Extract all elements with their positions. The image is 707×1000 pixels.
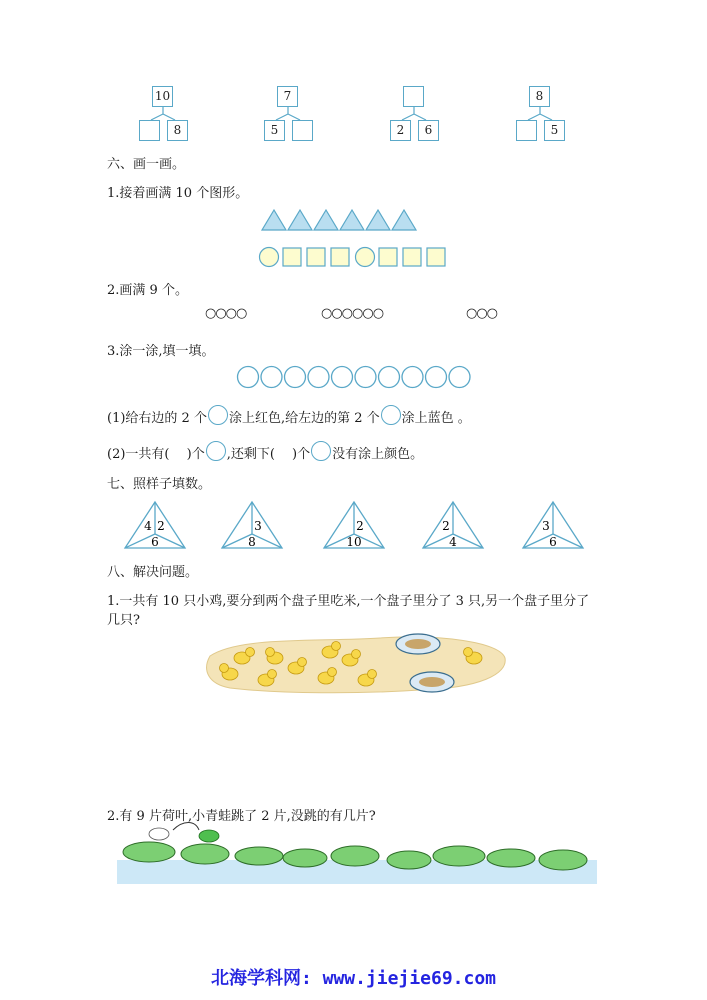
circle-group-1: ○○○○ — [205, 306, 247, 321]
circle-shape — [308, 367, 329, 388]
bond-top-box — [403, 86, 424, 107]
lotus-leaf-icon — [387, 851, 431, 869]
circle-shape — [355, 367, 376, 388]
circle-group-3: ○○○ — [466, 306, 498, 321]
frog-icon — [149, 823, 219, 843]
circle-shape — [379, 367, 400, 388]
number-bond-4 — [514, 86, 574, 146]
triangle-left-number: 4 — [144, 519, 152, 533]
triangle-right-number: 3 — [254, 519, 262, 533]
lotus-leaf-icon — [235, 847, 283, 865]
number-bond-2 — [262, 86, 322, 146]
number-triangle-2 — [220, 500, 284, 550]
triangle-shape — [288, 210, 312, 230]
triangle-bottom-number: 4 — [449, 535, 457, 549]
circle-icon — [311, 441, 331, 461]
triangle-bottom-number: 10 — [346, 535, 362, 549]
section7-title: 七、照样子填数。 — [107, 477, 212, 492]
triangle-bottom-number: 8 — [248, 535, 256, 549]
square-shape — [403, 248, 421, 266]
square-shape — [379, 248, 397, 266]
lotus-pond-illustration — [117, 822, 597, 884]
circle-shape — [261, 367, 282, 388]
triangle-shape — [366, 210, 390, 230]
circle-shape — [426, 367, 447, 388]
circle-shape — [260, 248, 279, 267]
lotus-leaf-icon — [283, 849, 327, 867]
triangle-left-number: 2 — [442, 519, 450, 533]
number-triangle-3 — [322, 500, 386, 550]
question-6-3-1 — [107, 405, 471, 426]
q3-line1-part-c: 涂上蓝色 。 — [401, 411, 471, 426]
section6-title: 六、画一画。 — [107, 157, 186, 172]
bond-left-box — [139, 120, 160, 141]
number-bond-1 — [137, 86, 197, 146]
circle-row — [233, 365, 473, 389]
square-shape — [427, 248, 445, 266]
footer-watermark: 北海学科网: www.jiejie69.com — [210, 968, 497, 989]
lotus-leaf-icon — [487, 849, 535, 867]
triangle-shape — [340, 210, 364, 230]
triangle-shape — [262, 210, 286, 230]
question-8-1-line1: 1.一共有 10 只小鸡,要分到两个盘子里吃米,一个盘子里分了 3 只,另一个盘子里分了 — [107, 594, 590, 609]
triangle-right-number: 2 — [356, 519, 364, 533]
triangle-left-number: 3 — [542, 519, 550, 533]
bond-right-box — [292, 120, 313, 141]
q3-line2-part-c: 没有涂上颜色。 — [332, 447, 424, 462]
bond-right-box: 5 — [544, 120, 565, 141]
number-triangle-4 — [421, 500, 485, 550]
circle-icon — [206, 441, 226, 461]
number-triangle-1 — [123, 500, 187, 550]
lotus-leaf-icon — [331, 846, 379, 866]
shape-pattern — [250, 208, 460, 268]
q3-line1-part-b: 涂上红色,给左边的第 2 个 — [228, 411, 380, 426]
triangle-shape — [392, 210, 416, 230]
circle-shape — [356, 248, 375, 267]
question-8-2: 2.有 9 片荷叶,小青蛙跳了 2 片,没跳的有几片? — [107, 809, 376, 824]
question-6-2: 2.画满 9 个。 — [107, 283, 188, 298]
lotus-leaf-icon — [539, 850, 587, 870]
bond-left-box: 5 — [264, 120, 285, 141]
lotus-leaf-icon — [433, 846, 485, 866]
circle-group-2: ○○○○○○ — [321, 306, 384, 321]
bond-right-box: 8 — [167, 120, 188, 141]
bond-left-box: 2 — [390, 120, 411, 141]
circle-icon — [381, 405, 401, 425]
circle-shape — [402, 367, 423, 388]
q3-line1-part-a: (1)给右边的 2 个 — [107, 411, 207, 426]
question-6-3-2 — [107, 441, 423, 462]
bond-top-box: 8 — [529, 86, 550, 107]
bond-right-box: 6 — [418, 120, 439, 141]
question-6-3: 3.涂一涂,填一填。 — [107, 344, 215, 359]
triangle-bottom-number: 6 — [151, 535, 159, 549]
circle-shape — [238, 367, 259, 388]
triangle-shape — [314, 210, 338, 230]
lotus-leaf-icon — [181, 844, 229, 864]
triangle-bottom-number: 6 — [549, 535, 557, 549]
question-8-1-line2: 几只? — [107, 613, 140, 628]
circle-shape — [332, 367, 353, 388]
section8-title: 八、解决问题。 — [107, 565, 199, 580]
q3-line2-part-b: ,还剩下( )个 — [226, 447, 311, 462]
square-shape — [307, 248, 325, 266]
number-triangle-5 — [521, 500, 585, 550]
square-shape — [331, 248, 349, 266]
chicks-illustration — [200, 628, 510, 698]
bond-left-box — [516, 120, 537, 141]
q3-line2-part-a: (2)一共有( )个 — [107, 447, 205, 462]
bond-top-box: 7 — [277, 86, 298, 107]
lotus-leaf-icon — [123, 842, 175, 862]
triangle-right-number: 2 — [157, 519, 165, 533]
circle-shape — [449, 367, 470, 388]
number-bond-3 — [388, 86, 448, 146]
square-shape — [283, 248, 301, 266]
question-6-1: 1.接着画满 10 个图形。 — [107, 186, 249, 201]
circle-shape — [285, 367, 306, 388]
bond-top-box: 10 — [152, 86, 173, 107]
circle-icon — [208, 405, 228, 425]
